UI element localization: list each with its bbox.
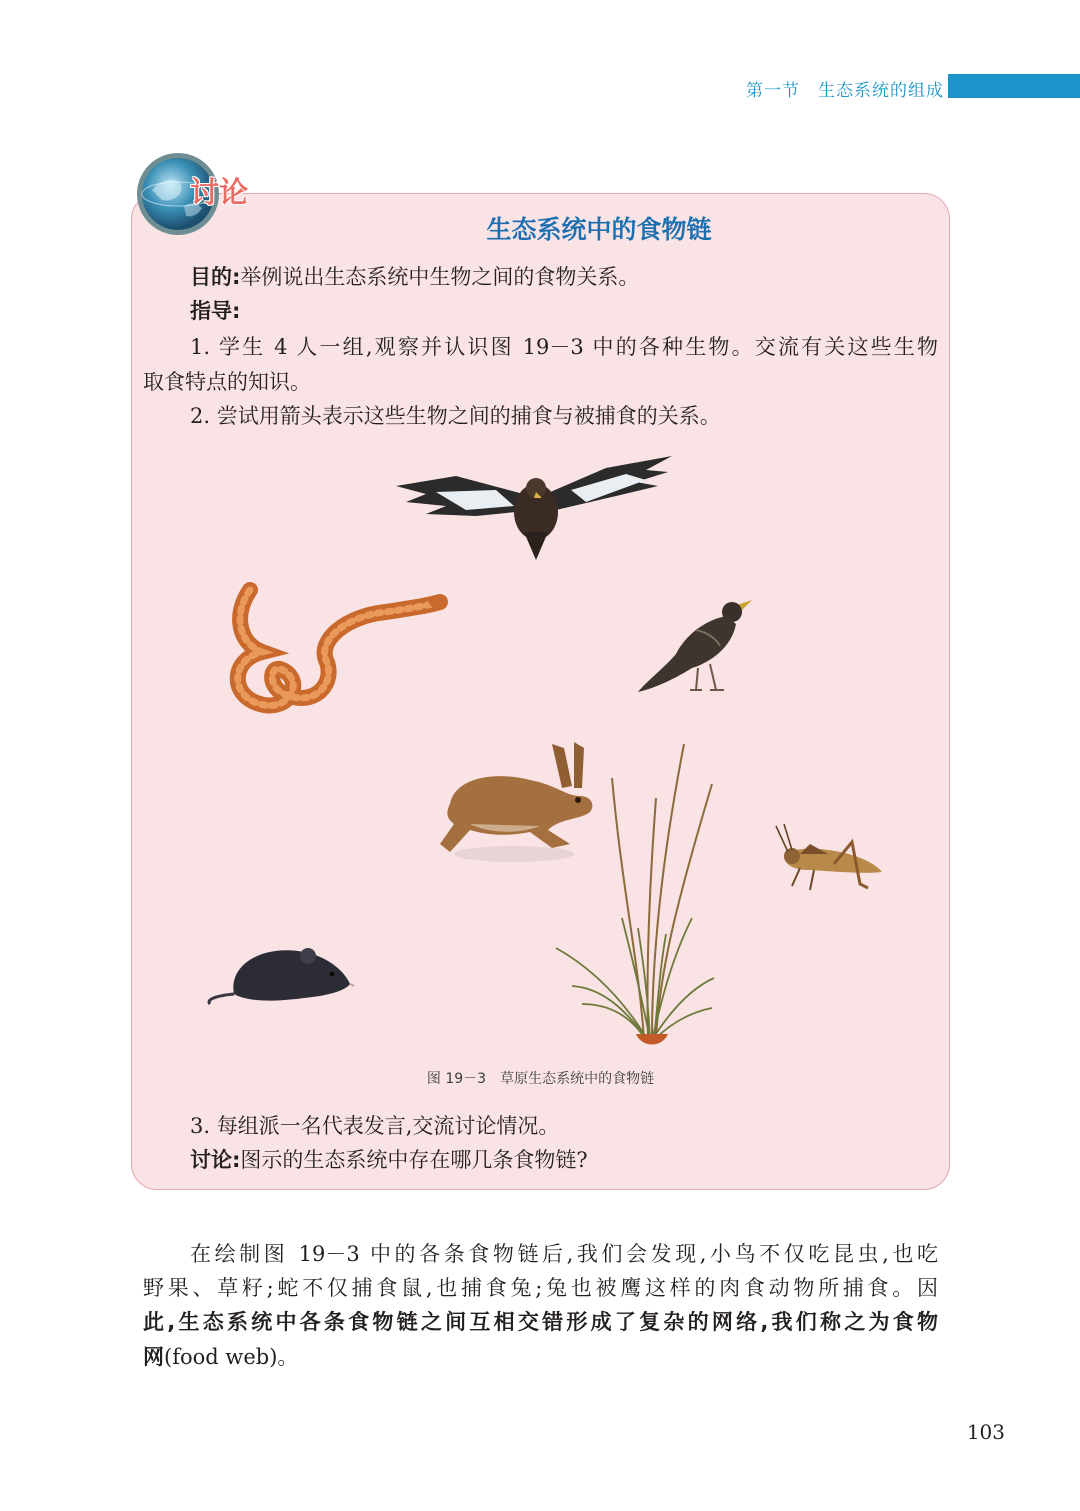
step1-line2: 取食特点的知识。: [143, 370, 311, 394]
food-web-english: (food web)。: [164, 1345, 299, 1369]
body-line1: 在绘制图 19－3 中的各条食物链后,我们会发现,小鸟不仅吃昆虫,也吃: [190, 1242, 938, 1266]
eagle-figure: [396, 446, 676, 564]
goal-text: 举例说出生态系统中生物之间的食物关系。: [240, 265, 640, 289]
discuss-label: 讨论:: [190, 1148, 241, 1172]
section-header: 第一节 生态系统的组成: [746, 81, 944, 101]
grass-figure: [552, 738, 718, 1050]
body-line3: 此,生态系统中各条食物链之间互相交错形成了复杂的网络,我们称之为食物: [143, 1310, 938, 1334]
mouse-figure: [204, 934, 354, 1010]
discussion-tag: 讨论: [190, 175, 249, 209]
discuss-line: [190, 1144, 588, 1174]
guide-label: 指导:: [190, 299, 241, 323]
discussion-title: 生态系统中的食物链: [486, 215, 712, 244]
body-line2: 野果、草籽;蛇不仅捕食鼠,也捕食兔;兔也被鹰这样的肉食动物所捕食。因: [143, 1276, 938, 1300]
food-web-term: 网: [143, 1345, 164, 1369]
body-line4: [143, 1341, 298, 1371]
snake-figure: [226, 586, 448, 738]
header-accent-bar: [948, 74, 1080, 98]
goal-label: 目的:: [190, 265, 241, 289]
grasshopper-figure: [770, 824, 888, 896]
step1-line1: 1. 学生 4 人一组,观察并认识图 19－3 中的各种生物。交流有关这些生物: [190, 335, 938, 359]
figure-caption: 图 19－3 草原生态系统中的食物链: [426, 1071, 655, 1087]
step3: 3. 每组派一名代表发言,交流讨论情况。: [190, 1114, 560, 1138]
discuss-text: 图示的生态系统中存在哪几条食物链?: [240, 1148, 588, 1172]
page-number: 103: [966, 1420, 1005, 1444]
step2: 2. 尝试用箭头表示这些生物之间的捕食与被捕食的关系。: [190, 404, 721, 428]
bird-figure: [636, 590, 764, 698]
goal-line: [190, 261, 639, 291]
